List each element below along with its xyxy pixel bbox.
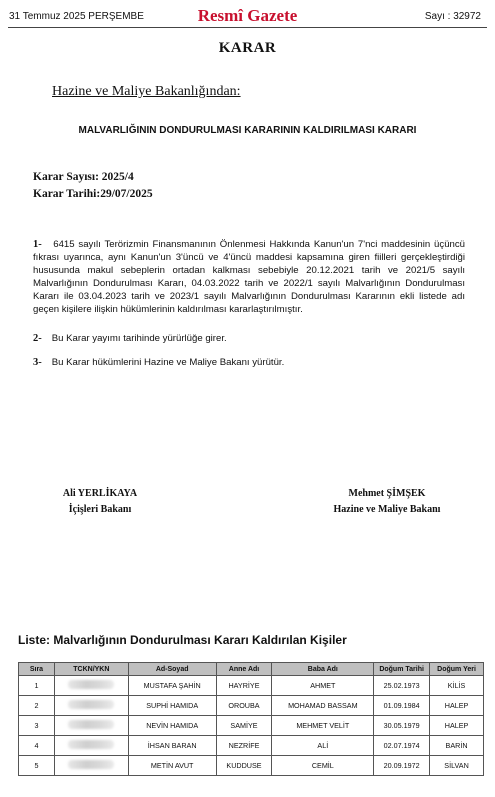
column-header: Anne Adı [216,663,272,676]
article-2-text: Bu Karar yayımı tarihinde yürürlüğe girer. [51,333,227,344]
decision-title: MALVARLIĞININ DONDURULMASI KARARININ KALDIRILMASI KARARI [78,125,417,136]
person-name: METİN AVUT [128,756,216,776]
row-number: 2 [19,696,55,716]
row-number: 4 [19,736,55,756]
column-header: Sıra [19,663,55,676]
article-1 [33,238,465,316]
mother-name: NEZRİFE [216,736,272,756]
birth-date: 01.09.1984 [374,696,430,716]
father-name: CEMİL [272,756,374,776]
table-row [19,756,484,776]
father-name: AHMET [272,676,374,696]
redacted-id [54,696,128,716]
birth-date: 20.09.1972 [374,756,430,776]
signatory-name: Mehmet ŞİMŞEK [348,488,426,499]
person-name: NEVİN HAMIDA [128,716,216,736]
row-number: 3 [19,716,55,736]
column-header: Doğum Yeri [430,663,484,676]
birth-place: SİLVAN [430,756,484,776]
publication-date: 31 Temmuz 2025 PERŞEMBE [9,11,144,22]
column-header: Baba Adı [272,663,374,676]
table-row [19,736,484,756]
mother-name: KUDDUSE [216,756,272,776]
table-row [19,696,484,716]
header-divider [8,27,487,28]
birth-place: BARİN [430,736,484,756]
redacted-id [54,716,128,736]
row-number: 5 [19,756,55,776]
article-2-number: 2- [33,333,42,344]
article-3-number: 3- [33,357,42,368]
person-name: İHSAN BARAN [128,736,216,756]
person-name: SUPHİ HAMIDA [128,696,216,716]
mother-name: SAMİYE [216,716,272,736]
redacted-id [54,756,128,776]
birth-date: 25.02.1973 [374,676,430,696]
article-1-text: 6415 sayılı Terörizmin Finansmanının Önlenmesi Hakkında Kanun'un 7'nci maddesinin üçüncü fıkrası uyarınca, aynı Kanun'un 3'üncü ve 4'üncü maddesi kapsamına giren fiilleri gerçekleştirdiği hususunda makul sebeplerin ortadan kalkması sebebiyle 20.12.2021 tarih ve 2021/5 sayılı Malvarlığının Dondurulması Kararı, 04.03.2022 tarih ve 2022/1 sayılı Malvarlığının Dondurulması Kararı ile 03.04.2023 tarih ve 2023/1 sayılı Malvarlığının Dondurulması Kararının ekli listede adı geçen kişilere ilişkin hükümlerinin kaldırılması kararlaştırılmıştır. [33,239,465,315]
table-row [19,716,484,736]
ministry-heading: Hazine ve Maliye Bakanlığından: [52,84,241,99]
father-name: MOHAMAD BASSAM [272,696,374,716]
father-name: MEHMET VELİT [272,716,374,736]
birth-date: 02.07.1974 [374,736,430,756]
signatory-title: Hazine ve Maliye Bakanı [333,504,441,515]
birth-place: HALEP [430,716,484,736]
article-3-text: Bu Karar hükümlerini Hazine ve Maliye Bakanı yürütür. [51,357,285,368]
gazette-title: Resmî Gazete [197,6,298,25]
row-number: 1 [19,676,55,696]
signature-block-interior [40,486,160,518]
article-2 [33,333,227,344]
birth-place: HALEP [430,696,484,716]
article-1-number: 1- [33,239,42,250]
document-type-heading: KARAR [218,40,277,56]
redacted-id [54,736,128,756]
column-header: TCKN/YKN [54,663,128,676]
column-header: Doğum Tarihi [374,663,430,676]
birth-place: KİLİS [430,676,484,696]
column-header: Ad-Soyad [128,663,216,676]
list-title: Liste: Malvarlığının Dondurulması Kararı Kaldırılan Kişiler [18,633,347,647]
table-header-row [19,663,484,676]
issue-number: Sayı : 32972 [424,11,481,22]
redacted-id [54,676,128,696]
father-name: ALİ [272,736,374,756]
article-3 [33,357,284,368]
table-row [19,676,484,696]
persons-table [18,662,484,776]
decision-date: Karar Tarihi:29/07/2025 [33,188,153,200]
signature-block-finance [312,486,462,518]
decision-number: Karar Sayısı: 2025/4 [33,171,134,183]
signatory-name: Ali YERLİKAYA [62,488,138,499]
signatory-title: İçişleri Bakanı [68,504,132,515]
birth-date: 30.05.1979 [374,716,430,736]
mother-name: HAYRİYE [216,676,272,696]
person-name: MUSTAFA ŞAHİN [128,676,216,696]
mother-name: OROUBA [216,696,272,716]
